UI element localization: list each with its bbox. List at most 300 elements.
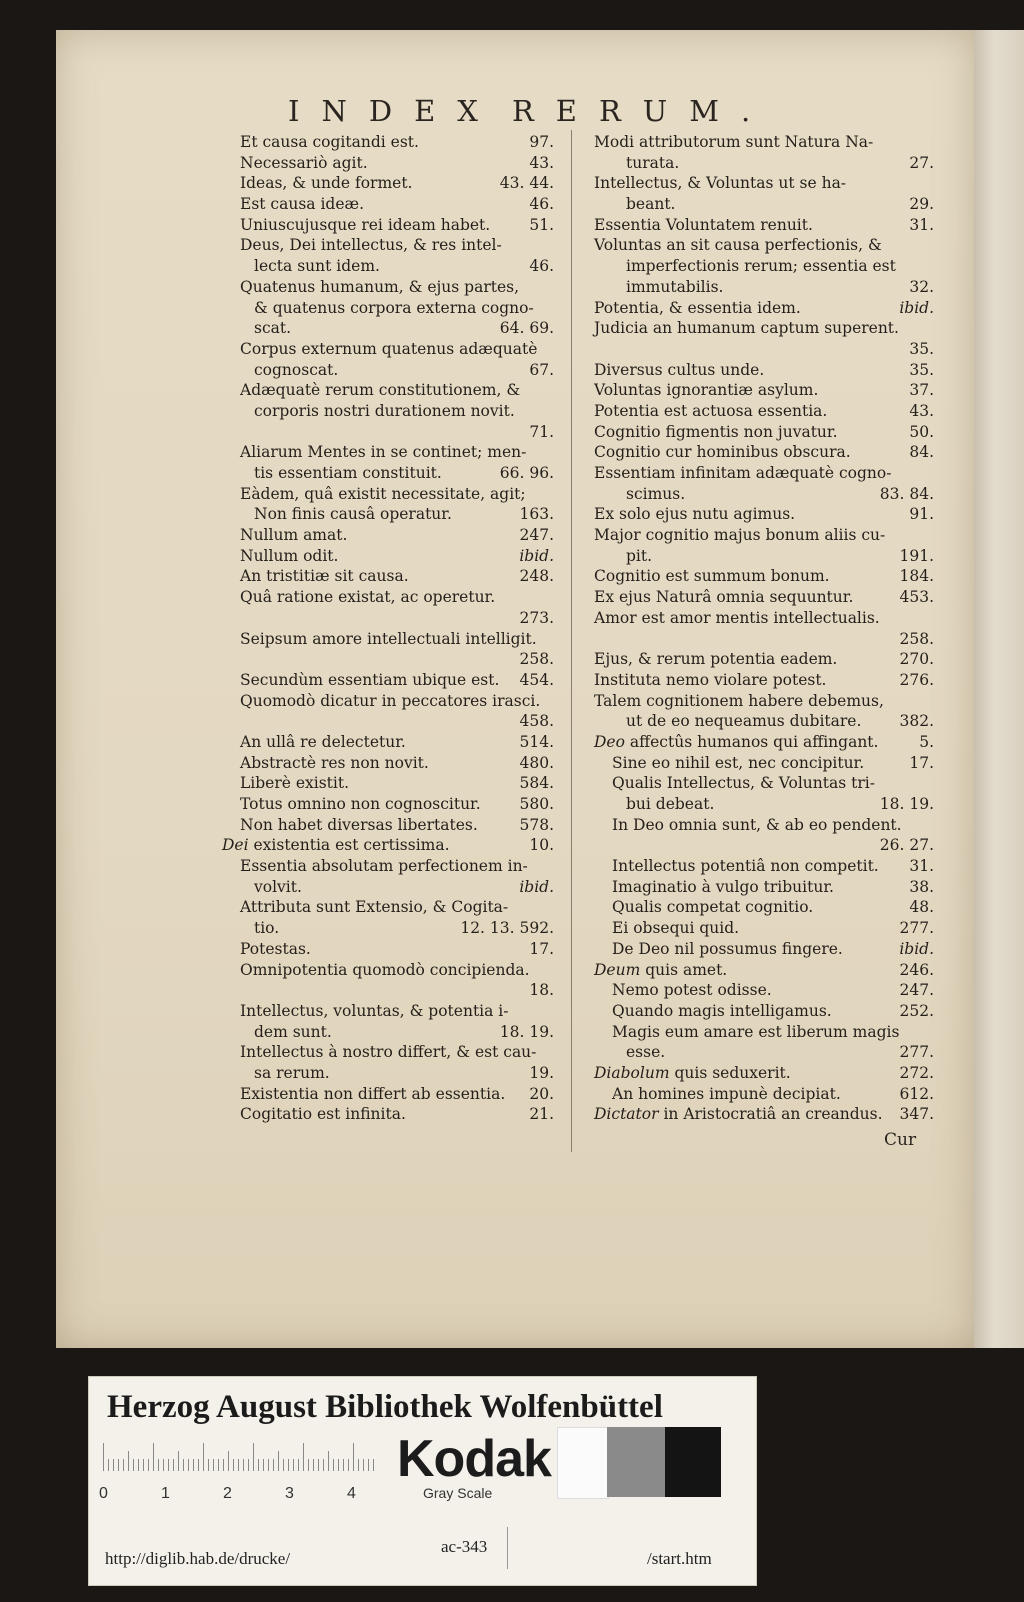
index-entry [594,132,934,153]
page-reference: 91. [909,505,934,524]
index-entry [222,649,554,670]
page-reference: 17. [529,939,554,958]
page-reference: 66. 96. [499,464,554,482]
entry-text: Essentiam infinitam adæquatè cogno- [594,464,892,482]
index-entry [594,1084,934,1105]
page-reference: 453. [899,588,934,607]
index-entry [594,608,934,629]
page-reference: 184. [899,567,934,586]
ruler-tick [173,1459,174,1471]
entry-text: Talem cognitionem habere debemus, [594,691,884,710]
page-title [288,94,828,128]
index-entry [222,1022,554,1043]
page-reference: 191. [899,546,934,565]
page-reference: 18. [529,981,554,1000]
title-letter: R [598,94,643,128]
index-entry [594,856,934,877]
page-reference: 43. [909,401,934,420]
ruler-tick [368,1459,369,1471]
entry-text: Existentia non differt ab essentia. [240,1084,506,1103]
ruler-tick [283,1459,284,1471]
entry-text: Deus, Dei intellectus, & res intel- [240,236,502,255]
index-entry [222,1104,554,1125]
index-entry [222,939,554,960]
ruler-tick [123,1459,124,1471]
index-entry [594,587,934,608]
ruler-tick [363,1459,364,1471]
ruler-tick [168,1459,169,1471]
page-reference: 29. [909,195,934,214]
entry-text: Uniuscujusque rei ideam habet. [240,215,491,234]
page-reference: 35. [909,339,934,358]
index-entry [222,1042,554,1063]
index-entry [594,463,934,484]
index-entry [594,670,934,691]
ruler-tick [258,1459,259,1471]
entry-text: immutabilis. [626,277,724,296]
entry-text: Ei obsequi quid. [612,919,740,938]
ruler-tick [208,1459,209,1471]
index-headword: Deo [594,732,625,751]
entry-text: sa rerum. [254,1063,330,1082]
index-entry [222,566,554,587]
page-reference: 458. [519,712,554,731]
entry-text: Essentia absolutam perfectionem in- [240,857,528,876]
page-reference: 612. [899,1084,934,1103]
black-swatch [665,1427,721,1497]
index-entry [594,504,934,525]
entry-text: Imaginatio à vulgo tribuitur. [612,877,834,896]
ruler-tick [183,1459,184,1471]
title-letter: I [288,94,322,128]
entry-text: corporis nostri durationem novit. [254,401,515,420]
entry-text: Intellectus potentiâ non competit. [612,857,879,876]
index-entry [222,298,554,319]
index-entry [222,525,554,546]
entry-text: affectûs humanos qui affingant. [629,732,879,751]
index-entry [594,525,934,546]
entry-text: Diversus cultus unde. [594,360,765,379]
index-entry [222,132,554,153]
page-reference: 382. [899,712,934,731]
page-reference: 347. [899,1105,934,1124]
index-entry [222,960,554,981]
entry-text: Eàdem, quâ existit necessitate, agit; [240,484,526,503]
entry-text: lecta sunt idem. [254,257,380,276]
index-entry [594,566,934,587]
index-entry [222,1084,554,1105]
index-entry [594,1022,934,1043]
index-entry [594,794,934,815]
ruler-tick [348,1459,349,1471]
title-letter: X [457,94,500,128]
entry-text: Cognitio cur hominibus obscura. [594,443,851,462]
entry-text: Voluntas ignorantiæ asylum. [594,381,819,400]
index-entry [594,442,934,463]
ruler-tick [143,1459,144,1471]
ruler-tick [158,1459,159,1471]
page-reference: 273. [519,608,554,627]
index-entry [594,153,934,174]
page-reference: 270. [899,650,934,669]
index-entry [222,1001,554,1022]
ruler-tick [113,1459,114,1471]
ruler-tick [338,1459,339,1471]
entry-text: Ex ejus Naturâ omnia sequuntur. [594,588,854,607]
ruler-number: 3 [285,1485,294,1502]
index-entry [594,339,934,360]
ruler-tick [188,1459,189,1471]
right-column [594,132,934,1125]
library-name: Herzog August Bibliothek Wolfenbüttel [107,1389,663,1425]
page-reference: 277. [899,1043,934,1062]
entry-text: pit. [626,546,653,565]
ruler-tick [278,1451,279,1471]
index-entry [594,691,934,712]
entry-text: Qualis competat cognitio. [612,898,814,917]
entry-text: Ejus, & rerum potentia eadem. [594,650,838,669]
entry-text: Attributa sunt Extensio, & Cogita- [240,898,509,917]
entry-text: Judicia an humanum captum superent. [594,319,899,338]
index-entry [222,442,554,463]
page-reference: 37. [909,381,934,400]
source-url: http://diglib.hab.de/drucke/ [105,1549,291,1568]
index-entry [222,815,554,836]
entry-text: De Deo nil possumus fingere. [612,939,843,958]
index-entry [222,215,554,236]
ruler-tick [218,1459,219,1471]
index-entry [594,401,934,422]
index-entry [222,173,554,194]
page-reference: 18. 19. [499,1022,554,1041]
page-reference: 10. [529,836,554,855]
page-reference: 246. [899,960,934,979]
index-entry [594,939,934,960]
index-entry [222,753,554,774]
entry-text: Potentia, & essentia idem. [594,298,801,317]
page-reference: 276. [899,670,934,689]
ruler-tick [228,1451,229,1471]
entry-text: turata. [626,153,680,172]
entry-text: scat. [254,319,292,338]
ruler-tick [138,1459,139,1471]
page-reference: 26. 27. [879,836,934,855]
page-reference: 163. [519,505,554,524]
divider-line [507,1527,508,1569]
page-reference: 51. [529,215,554,234]
entry-text: Sine eo nihil est, nec concipitur. [612,753,865,772]
index-entry [222,1063,554,1084]
index-entry [222,629,554,650]
entry-text: Essentia Voluntatem renuit. [594,215,813,234]
page-reference: 21. [529,1105,554,1124]
entry-text: An tristitiæ sit causa. [240,567,409,586]
page-reference: 277. [899,919,934,938]
index-entry [222,980,554,1001]
index-entry [222,546,554,567]
ruler-tick [263,1459,264,1471]
page-reference: 17. [909,753,934,772]
entry-text: Voluntas an sit causa perfectionis, & [594,236,882,255]
index-entry [594,877,934,898]
index-entry [222,918,554,939]
ruler-tick [178,1451,179,1471]
ruler-tick [223,1459,224,1471]
index-entry [594,256,934,277]
index-entry [222,484,554,505]
page-reference: ibid. [519,877,554,896]
index-entry [222,153,554,174]
entry-text: dem sunt. [254,1022,332,1041]
entry-text: Intellectus, voluntas, & potentia i- [240,1001,509,1020]
page-reference: 578. [519,815,554,834]
entry-text: Amor est amor mentis intellectualis. [594,608,880,627]
index-headword: Dictator [594,1105,659,1124]
page-reference: 35. [909,360,934,379]
entry-text: existentia est certissima. [253,836,450,855]
entry-text: Secundùm essentiam ubique est. [240,670,500,689]
index-entry [594,1042,934,1063]
index-headword: Dei [222,836,249,855]
entry-text: tio. [254,919,280,938]
entry-text: Nullum amat. [240,526,348,545]
ruler-tick [203,1443,204,1471]
gray-swatch [607,1427,665,1497]
title-letter: R [511,94,556,128]
entry-text: Aliarum Mentes in se continet; men- [240,443,527,462]
page-reference: 258. [519,650,554,669]
ruler-tick [323,1459,324,1471]
page-reference: 46. [529,257,554,276]
page-reference: 46. [529,195,554,214]
gray-scale-label: Gray Scale [423,1485,493,1501]
index-entry [594,173,934,194]
ruler-tick [133,1459,134,1471]
index-entry [222,277,554,298]
page-reference: 247. [519,526,554,545]
ruler-tick [273,1459,274,1471]
entry-text: Adæquatè rerum constitutionem, & [240,381,521,400]
index-headword: Diabolum [594,1063,670,1082]
title-letter: U [642,94,690,128]
entry-text: quis seduxerit. [674,1063,791,1082]
entry-text: quis amet. [645,960,728,979]
entry-text: Quatenus humanum, & ejus partes, [240,277,520,296]
entry-text: Intellectus à nostro differt, & est cau- [240,1043,537,1062]
entry-text: Cogitatio est infinita. [240,1105,406,1124]
ruler-tick [118,1459,119,1471]
entry-text: scimus. [626,484,686,503]
page-reference: 43. 44. [499,174,554,193]
library-color-card [88,1376,757,1586]
ruler-tick [243,1459,244,1471]
ruler-tick [303,1443,304,1471]
entry-text: Cognitio figmentis non juvatur. [594,422,838,441]
ruler-tick [193,1459,194,1471]
entry-text: Nullum odit. [240,546,339,565]
page-reference: 43. [529,153,554,172]
entry-text: Potentia est actuosa essentia. [594,401,828,420]
index-entry [594,773,934,794]
page-reference: 38. [909,877,934,896]
entry-text: ut de eo nequeamus dubitare. [626,712,862,731]
entry-text: Modi attributorum sunt Natura Na- [594,133,874,151]
index-entry [222,670,554,691]
entry-text: Quâ ratione existat, ac operetur. [240,588,496,607]
index-entry [222,339,554,360]
entry-text: cognoscat. [254,360,339,379]
index-entry [222,608,554,629]
page-reference: 50. [909,422,934,441]
entry-text: & quatenus corpora externa cogno- [254,298,534,317]
column-divider [571,130,572,1152]
index-entry [594,980,934,1001]
ruler-number: 1 [161,1485,170,1502]
index-entry [594,711,934,732]
ruler-tick [248,1459,249,1471]
entry-text: beant. [626,195,676,214]
index-entry [222,835,554,856]
page-reference: 67. [529,360,554,379]
ruler-tick [298,1459,299,1471]
index-entry [222,587,554,608]
index-entry [222,380,554,401]
index-entry [594,546,934,567]
index-entry [594,360,934,381]
index-entry [222,422,554,443]
index-entry [594,277,934,298]
ruler-tick [343,1459,344,1471]
index-entry [594,422,934,443]
title-letter: N [321,94,369,128]
ruler-tick [238,1459,239,1471]
page-reference: 97. [529,133,554,151]
white-swatch [557,1427,609,1499]
page-reference: 580. [519,795,554,813]
ruler-tick [153,1443,154,1471]
index-entry [222,194,554,215]
catchword: Cur [884,1130,917,1150]
entry-text: volvit. [254,877,302,896]
index-entry [222,773,554,794]
ruler-tick [353,1443,354,1471]
page-reference: 5. [919,732,934,751]
index-entry [222,856,554,877]
page-reference: 84. [909,443,934,462]
ruler-tick [148,1459,149,1471]
index-entry [222,732,554,753]
ruler-tick [253,1443,254,1471]
entry-text: Qualis Intellectus, & Voluntas tri- [612,774,875,793]
ruler-number: 4 [347,1485,356,1502]
page-reference: ibid. [899,298,934,317]
ruler-tick [328,1451,329,1471]
measurement-ruler [103,1443,373,1471]
next-page-edge [974,30,1024,1348]
index-entry [594,380,934,401]
page-reference: ibid. [899,939,934,958]
entry-text: Instituta nemo violare potest. [594,670,827,689]
index-headword: Deum [594,960,641,979]
ruler-tick [288,1459,289,1471]
index-entry [594,215,934,236]
page-reference: 258. [899,629,934,648]
index-entry [594,732,934,753]
page-reference: 12. 13. 592. [460,919,554,938]
entry-text: An homines impunè decipiat. [612,1084,841,1103]
entry-text: Totus omnino non cognoscitur. [240,795,481,813]
entry-text: Quando magis intelligamus. [612,1001,832,1020]
entry-text: An ullâ re delectetur. [240,732,406,751]
page-reference: 272. [899,1063,934,1082]
index-entry [594,960,934,981]
index-entry [594,235,934,256]
page-reference: 18. 19. [879,795,934,813]
page-reference: 19. [529,1063,554,1082]
index-entry [594,918,934,939]
index-entry [594,484,934,505]
index-entry [222,877,554,898]
ruler-tick [373,1459,374,1471]
page-reference: 27. [909,153,934,172]
kodak-logo: Kodak [397,1430,551,1488]
page-reference: 248. [519,567,554,586]
ruler-tick [213,1459,214,1471]
ruler-tick [308,1459,309,1471]
left-column [222,132,554,1125]
index-entry [222,504,554,525]
entry-text: Major cognitio majus bonum aliis cu- [594,526,886,545]
entry-text: Necessariò agit. [240,153,368,172]
index-entry [222,711,554,732]
ruler-tick [198,1459,199,1471]
entry-text: in Aristocratiâ an creandus. [663,1105,883,1124]
index-entry [594,1001,934,1022]
index-entry [222,897,554,918]
page-reference: 454. [519,670,554,689]
title-letter: D [368,94,415,128]
page-reference: 64. 69. [499,319,554,338]
page-reference: ibid. [519,546,554,565]
index-entry [594,1104,934,1125]
index-entry [594,753,934,774]
entry-text: Seipsum amore intellectuali intelligit. [240,629,537,648]
entry-text: tis essentiam constituit. [254,464,442,482]
index-entry [594,629,934,650]
page-reference: 20. [529,1084,554,1103]
entry-text: Et causa cogitandi est. [240,133,419,151]
index-entry [594,318,934,339]
page-reference: 480. [519,753,554,772]
entry-text: Non habet diversas libertates. [240,815,478,834]
entry-text: Potestas. [240,939,311,958]
ruler-tick [318,1459,319,1471]
page-reference: 71. [529,422,554,441]
entry-text: Ex solo ejus nutu agimus. [594,505,796,524]
entry-text: Non finis causâ operatur. [254,505,452,524]
ruler-tick [358,1459,359,1471]
page-reference: 83. 84. [879,484,934,503]
page-reference: 31. [909,857,934,876]
index-entry [222,691,554,712]
index-entry [222,235,554,256]
index-entry [222,360,554,381]
entry-text: Quomodò dicatur in peccatores irasci. [240,691,541,710]
page-reference: 514. [519,732,554,751]
entry-text: Corpus externum quatenus adæquatè [240,339,538,358]
index-entry [594,815,934,836]
entry-text: Cognitio est summum bonum. [594,567,830,586]
